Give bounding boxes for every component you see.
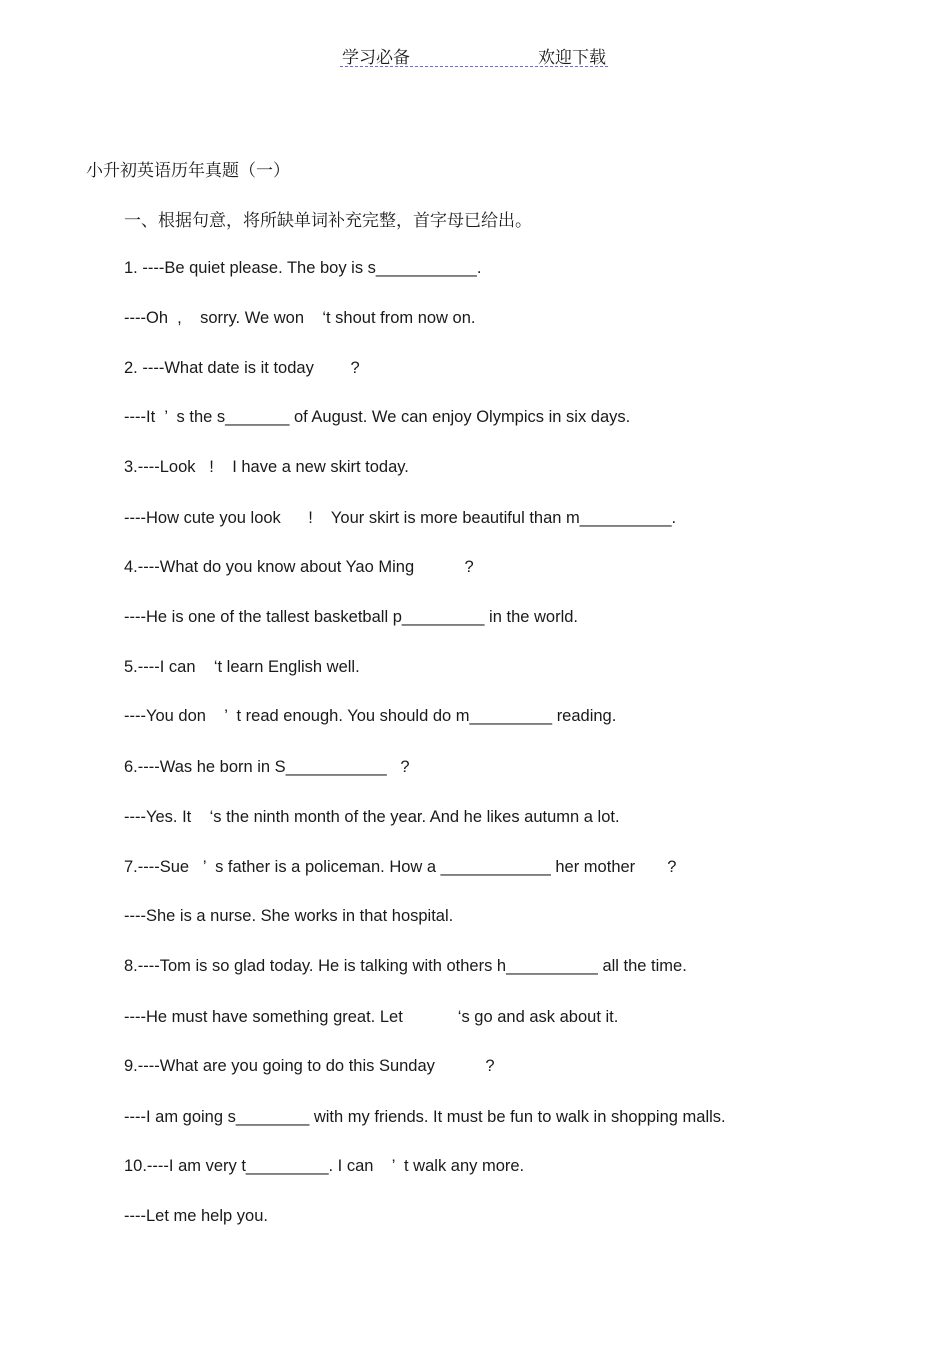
question-line: 5.----I can ‘t learn English well. <box>124 658 360 676</box>
answer-line: ----You don ’ t read enough. You should do m_________ reading. <box>124 707 617 725</box>
answer-line: ----It ’ s the s_______ of August. We can enjoy Olympics in six days. <box>124 408 631 426</box>
question-line: 10.----I am very t_________. I can ’ t walk any more. <box>124 1157 525 1175</box>
section-instruction: 一、根据句意，将所缺单词补充完整，首字母已给出。 <box>124 211 532 231</box>
question-line: 2. ----What date is it today ? <box>124 359 360 377</box>
question-line: 3.----Look ! I have a new skirt today. <box>124 458 409 476</box>
question-line: 6.----Was he born in S___________ ? <box>124 758 410 776</box>
page-header <box>340 40 608 67</box>
answer-line: ----Yes. It ‘s the ninth month of the year. And he likes autumn a lot. <box>124 808 620 826</box>
question-line: 9.----What are you going to do this Sunday ? <box>124 1057 495 1075</box>
question-line: 7.----Sue ’ s father is a policeman. How a ____________ her mother ? <box>124 858 677 876</box>
question-line: 1. ----Be quiet please. The boy is s___________. <box>124 259 482 277</box>
answer-line: ----She is a nurse. She works in that hospital. <box>124 907 454 925</box>
header-left-text: 学习必备 <box>342 48 410 68</box>
question-line: 4.----What do you know about Yao Ming ? <box>124 558 474 576</box>
answer-line: ----I am going s________ with my friends. It must be fun to walk in shopping malls. <box>124 1108 726 1126</box>
answer-line: ----He must have something great. Let ‘s go and ask about it. <box>124 1008 619 1026</box>
answer-line: ----Let me help you. <box>124 1207 268 1225</box>
document-title: 小升初英语历年真题（一） <box>86 161 290 181</box>
answer-line: ----He is one of the tallest basketball p_________ in the world. <box>124 608 579 626</box>
question-line: 8.----Tom is so glad today. He is talking with others h__________ all the time. <box>124 957 687 975</box>
answer-line: ----Oh , sorry. We won ‘t shout from now on. <box>124 309 476 327</box>
header-right-text: 欢迎下载 <box>538 48 606 68</box>
answer-line: ----How cute you look ! Your skirt is more beautiful than m__________. <box>124 509 677 527</box>
